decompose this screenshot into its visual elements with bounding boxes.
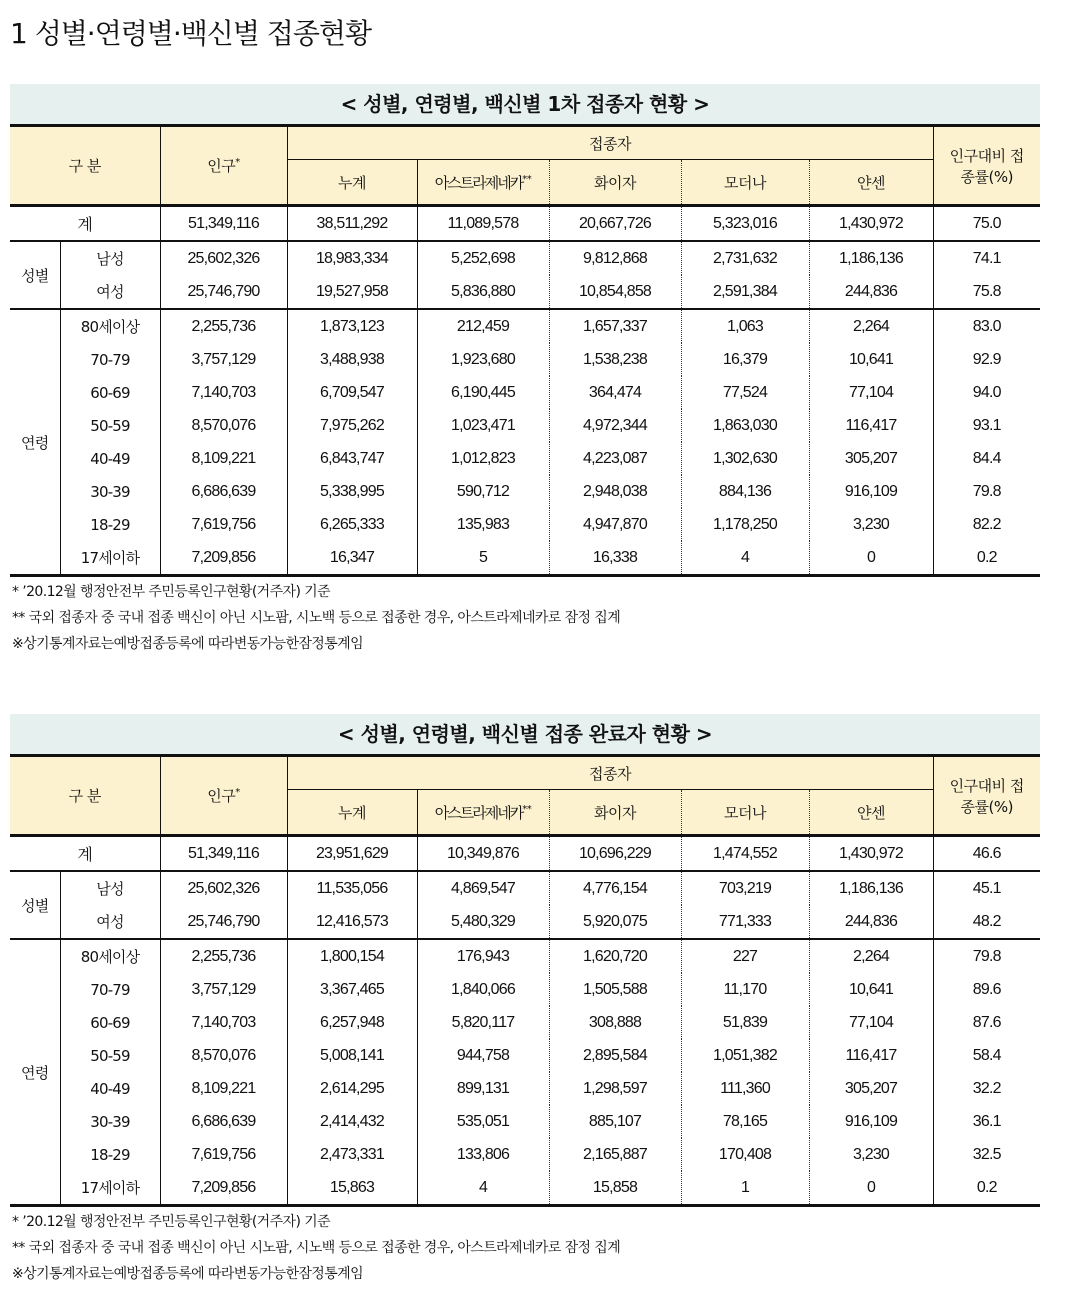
total-row — [10, 836, 1040, 872]
cell: 83.0 — [933, 309, 1040, 343]
cell: 5,920,075 — [549, 905, 681, 939]
row-label: 17세이하 — [60, 541, 160, 576]
cell: 23,951,629 — [287, 836, 417, 872]
cell: 1,505,588 — [549, 973, 681, 1006]
vaccination-table — [10, 754, 1040, 1207]
header-moderna: 모더나 — [681, 160, 809, 206]
cell: 116,417 — [809, 409, 933, 442]
age-row — [10, 939, 1040, 973]
header-rate — [933, 756, 1040, 836]
header-vaccinated-text: 접종자 — [589, 764, 631, 783]
cell: 244,836 — [809, 275, 933, 309]
row-label: 17세이하 — [60, 1171, 160, 1206]
full-dose-section — [10, 714, 1040, 1287]
cell: 4,972,344 — [549, 409, 681, 442]
header-vaccinated — [287, 756, 933, 790]
row-label: 30-39 — [60, 1105, 160, 1138]
cell: 7,140,703 — [160, 376, 287, 409]
cell: 364,474 — [549, 376, 681, 409]
cell: 4,869,547 — [417, 871, 549, 905]
row-label: 50-59 — [60, 409, 160, 442]
cell: 3,757,129 — [160, 343, 287, 376]
row-label: 80세이상 — [60, 309, 160, 343]
total-label: 계 — [10, 206, 160, 242]
cell: 82.2 — [972, 515, 1001, 533]
cell: 1,474,552 — [681, 836, 809, 872]
cell: 111,360 — [681, 1072, 809, 1105]
cell: 2,255,736 — [160, 939, 287, 973]
sex-row — [10, 241, 1040, 275]
cell: 133,806 — [417, 1138, 549, 1171]
header-moderna: 모더나 — [681, 790, 809, 836]
cell: 45.1 — [933, 871, 1040, 905]
header-astrazeneca — [417, 790, 549, 836]
cell: 5,836,880 — [417, 275, 549, 309]
table-title — [10, 84, 1040, 124]
cell: 32.2 — [972, 1079, 1001, 1097]
cell: 212,459 — [417, 309, 549, 343]
total-row — [10, 206, 1040, 242]
cell: 305,207 — [809, 1072, 933, 1105]
header-population — [160, 756, 287, 836]
cell: 1,800,154 — [287, 939, 417, 973]
cell: 6,265,333 — [287, 508, 417, 541]
cell: 308,888 — [549, 1006, 681, 1039]
cell: 4,776,154 — [549, 871, 681, 905]
cell: 227 — [681, 939, 809, 973]
cell: 7,975,262 — [287, 409, 417, 442]
age-row — [10, 508, 1040, 541]
header-vaccinated — [287, 126, 933, 160]
cell: 590,712 — [417, 475, 549, 508]
header-cumulative: 누계 — [287, 160, 417, 206]
row-label: 40-49 — [60, 442, 160, 475]
cell: 916,109 — [809, 475, 933, 508]
first-dose-section — [10, 84, 1040, 657]
header-janssen: 얀센 — [809, 160, 933, 206]
cell: 20,667,726 — [549, 206, 681, 242]
cell: 899,131 — [417, 1072, 549, 1105]
header-pfizer: 화이자 — [549, 790, 681, 836]
table-body — [10, 836, 1040, 1206]
age-row — [10, 1006, 1040, 1039]
header-category-text: 구 분 — [68, 787, 101, 805]
row-label: 60-69 — [60, 376, 160, 409]
header-pfizer: 화이자 — [549, 160, 681, 206]
cell: 7,619,756 — [160, 1138, 287, 1171]
cell: 5,008,141 — [287, 1039, 417, 1072]
cell: 3,230 — [809, 508, 933, 541]
cell: 0 — [809, 1171, 933, 1206]
cell: 7,209,856 — [160, 541, 287, 576]
cell: 79.8 — [933, 939, 1040, 973]
cell: 4 — [417, 1171, 549, 1206]
cell: 6,686,639 — [160, 475, 287, 508]
page-title: 1 성별·연령별·백신별 접종현황 — [10, 17, 371, 50]
cell: 2,895,584 — [549, 1039, 681, 1072]
cell: 1,840,066 — [417, 973, 549, 1006]
footnote-astrazeneca: ** 국외 접종자 중 국내 접종 백신이 아닌 시노팜, 시노백 등으로 접종한 경우, 아스트라제네카로 잠정 집계 — [12, 1240, 621, 1256]
cell: 1,620,720 — [549, 939, 681, 973]
cell: 25,602,326 — [160, 871, 287, 905]
cell: 1,051,382 — [681, 1039, 809, 1072]
table-title-text: < 성별, 연령별, 백신별 접종 완료자 현황 > — [337, 722, 713, 746]
cell: 94.0 — [972, 383, 1001, 401]
cell: 885,107 — [549, 1105, 681, 1138]
cell: 2,165,887 — [549, 1138, 681, 1171]
row-label: 남성 — [60, 871, 160, 905]
age-row — [10, 1072, 1040, 1105]
cell: 16,338 — [549, 541, 681, 576]
age-row — [10, 541, 1040, 576]
cell: 58.4 — [972, 1046, 1001, 1064]
row-label: 남성 — [60, 241, 160, 275]
cell: 2,731,632 — [681, 241, 809, 275]
age-row — [10, 973, 1040, 1006]
total-label: 계 — [10, 836, 160, 872]
cell: 116,417 — [809, 1039, 933, 1072]
age-row — [10, 343, 1040, 376]
cell: 10,349,876 — [417, 836, 549, 872]
header-rate — [933, 126, 1040, 206]
age-row — [10, 1039, 1040, 1072]
cell: 244,836 — [809, 905, 933, 939]
cell: 1,186,136 — [809, 241, 933, 275]
sex-group-label: 성별 — [10, 871, 60, 939]
cell: 25,602,326 — [160, 241, 287, 275]
footnote-population: * ’20.12월 행정안전부 주민등록인구현황(거주자) 기준 — [12, 1214, 331, 1230]
cell: 46.6 — [933, 836, 1040, 872]
cell: 884,136 — [681, 475, 809, 508]
cell: 3,230 — [809, 1138, 933, 1171]
cell: 15,863 — [287, 1171, 417, 1206]
cell: 2,264 — [809, 309, 933, 343]
cell: 1,873,123 — [287, 309, 417, 343]
table-body — [10, 206, 1040, 576]
header-janssen: 얀센 — [809, 790, 933, 836]
cell: 5 — [417, 541, 549, 576]
cell: 1 — [681, 1171, 809, 1206]
cell: 1,063 — [681, 309, 809, 343]
cell: 4,223,087 — [549, 442, 681, 475]
cell: 1,178,250 — [681, 508, 809, 541]
age-row — [10, 475, 1040, 508]
footnotes — [10, 1209, 1040, 1287]
cell: 703,219 — [681, 871, 809, 905]
row-label: 70-79 — [60, 343, 160, 376]
age-row — [10, 309, 1040, 343]
cell: 6,709,547 — [287, 376, 417, 409]
sex-row — [10, 275, 1040, 309]
row-label: 여성 — [60, 275, 160, 309]
header-rate-line1: 인구대비 접 — [949, 146, 1024, 165]
population-footnote-mark: * — [235, 157, 240, 168]
age-row — [10, 442, 1040, 475]
sex-row — [10, 905, 1040, 939]
cell: 51,839 — [681, 1006, 809, 1039]
astrazeneca-footnote-mark: ** — [522, 173, 532, 185]
header-category — [10, 756, 160, 836]
cell: 10,696,229 — [549, 836, 681, 872]
cell: 1,302,630 — [681, 442, 809, 475]
cell: 1,023,471 — [417, 409, 549, 442]
cell: 19,527,958 — [287, 275, 417, 309]
cell: 8,570,076 — [160, 409, 287, 442]
cell: 5,820,117 — [417, 1006, 549, 1039]
cell: 4,947,870 — [549, 508, 681, 541]
cell: 2,255,736 — [160, 309, 287, 343]
header-cumulative: 누계 — [287, 790, 417, 836]
cell: 7,619,756 — [160, 508, 287, 541]
cell: 1,298,597 — [549, 1072, 681, 1105]
cell: 75.8 — [972, 282, 1001, 300]
header-astrazeneca — [417, 160, 549, 206]
cell: 16,379 — [681, 343, 809, 376]
cell: 1,430,972 — [809, 836, 933, 872]
cell: 74.1 — [933, 241, 1040, 275]
cell: 305,207 — [809, 442, 933, 475]
cell: 2,473,331 — [287, 1138, 417, 1171]
cell: 16,347 — [287, 541, 417, 576]
footnote-population: * ’20.12월 행정안전부 주민등록인구현황(거주자) 기준 — [12, 584, 331, 600]
cell: 84.4 — [972, 449, 1001, 467]
header-rate-line1: 인구대비 접 — [949, 776, 1024, 795]
cell: 10,641 — [809, 343, 933, 376]
sex-group-label: 성별 — [10, 241, 60, 309]
header-category — [10, 126, 160, 206]
cell: 2,614,295 — [287, 1072, 417, 1105]
cell: 2,948,038 — [549, 475, 681, 508]
header-astrazeneca-text: 아스트라제네카 — [434, 803, 523, 822]
age-row — [10, 1138, 1040, 1171]
cell: 5,480,329 — [417, 905, 549, 939]
row-label: 70-79 — [60, 973, 160, 1006]
cell: 5,252,698 — [417, 241, 549, 275]
cell: 11,170 — [681, 973, 809, 1006]
vaccination-table — [10, 124, 1040, 577]
cell: 7,209,856 — [160, 1171, 287, 1206]
age-group-label: 연령 — [10, 939, 60, 1206]
cell: 12,416,573 — [287, 905, 417, 939]
cell: 2,264 — [809, 939, 933, 973]
age-group-label: 연령 — [10, 309, 60, 576]
table-title-text: < 성별, 연령별, 백신별 1차 접종자 현황 > — [340, 92, 710, 116]
row-label: 18-29 — [60, 508, 160, 541]
cell: 2,591,384 — [681, 275, 809, 309]
footnote-provisional: ※상기통계자료는예방접종등록에 따라변동가능한잠정통계임 — [12, 1266, 364, 1282]
cell: 77,104 — [809, 1006, 933, 1039]
cell: 0.2 — [933, 1171, 1040, 1206]
cell: 9,812,868 — [549, 241, 681, 275]
cell: 25,746,790 — [160, 275, 287, 309]
cell: 1,657,337 — [549, 309, 681, 343]
cell: 1,538,238 — [549, 343, 681, 376]
cell: 51,349,116 — [160, 836, 287, 872]
cell: 77,104 — [809, 376, 933, 409]
cell: 92.9 — [972, 350, 1001, 368]
cell: 0.2 — [933, 541, 1040, 576]
age-row — [10, 1171, 1040, 1206]
population-footnote-mark: * — [235, 787, 240, 798]
header-vaccinated-text: 접종자 — [589, 134, 631, 153]
cell: 0 — [809, 541, 933, 576]
cell: 1,012,823 — [417, 442, 549, 475]
cell: 10,641 — [809, 973, 933, 1006]
cell: 8,109,221 — [160, 442, 287, 475]
header-population — [160, 126, 287, 206]
row-label: 40-49 — [60, 1072, 160, 1105]
row-label: 80세이상 — [60, 939, 160, 973]
cell: 89.6 — [972, 980, 1001, 998]
row-label: 50-59 — [60, 1039, 160, 1072]
footnote-provisional: ※상기통계자료는예방접종등록에 따라변동가능한잠정통계임 — [12, 636, 364, 652]
table-title — [10, 714, 1040, 754]
cell: 8,109,221 — [160, 1072, 287, 1105]
cell: 2,414,432 — [287, 1105, 417, 1138]
cell: 11,535,056 — [287, 871, 417, 905]
cell: 535,051 — [417, 1105, 549, 1138]
header-astrazeneca-text: 아스트라제네카 — [434, 173, 523, 192]
cell: 18,983,334 — [287, 241, 417, 275]
cell: 3,488,938 — [287, 343, 417, 376]
header-category-text: 구 분 — [68, 157, 101, 175]
cell: 38,511,292 — [287, 206, 417, 242]
cell: 75.0 — [933, 206, 1040, 242]
cell: 135,983 — [417, 508, 549, 541]
cell: 1,923,680 — [417, 343, 549, 376]
cell: 5,338,995 — [287, 475, 417, 508]
age-row — [10, 376, 1040, 409]
cell: 77,524 — [681, 376, 809, 409]
cell: 8,570,076 — [160, 1039, 287, 1072]
cell: 6,257,948 — [287, 1006, 417, 1039]
astrazeneca-footnote-mark: ** — [522, 803, 532, 815]
cell: 36.1 — [972, 1112, 1001, 1130]
age-row — [10, 409, 1040, 442]
footnote-astrazeneca: ** 국외 접종자 중 국내 접종 백신이 아닌 시노팜, 시노백 등으로 접종한 경우, 아스트라제네카로 잠정 집계 — [12, 610, 621, 626]
cell: 87.6 — [972, 1013, 1001, 1031]
cell: 944,758 — [417, 1039, 549, 1072]
cell: 48.2 — [972, 912, 1001, 930]
cell: 3,757,129 — [160, 973, 287, 1006]
row-label: 18-29 — [60, 1138, 160, 1171]
header-population-text: 인구 — [207, 157, 236, 175]
cell: 15,858 — [549, 1171, 681, 1206]
row-label: 여성 — [60, 905, 160, 939]
cell: 79.8 — [972, 482, 1001, 500]
cell: 25,746,790 — [160, 905, 287, 939]
cell: 3,367,465 — [287, 973, 417, 1006]
cell: 170,408 — [681, 1138, 809, 1171]
cell: 176,943 — [417, 939, 549, 973]
cell: 11,089,578 — [417, 206, 549, 242]
header-rate-line2: 종률(%) — [960, 797, 1013, 816]
age-row — [10, 1105, 1040, 1138]
cell: 32.5 — [972, 1145, 1001, 1163]
cell: 6,843,747 — [287, 442, 417, 475]
cell: 10,854,858 — [549, 275, 681, 309]
cell: 771,333 — [681, 905, 809, 939]
footnotes — [10, 579, 1040, 657]
cell: 1,863,030 — [681, 409, 809, 442]
cell: 4 — [681, 541, 809, 576]
cell: 6,686,639 — [160, 1105, 287, 1138]
sex-row — [10, 871, 1040, 905]
cell: 1,186,136 — [809, 871, 933, 905]
cell: 51,349,116 — [160, 206, 287, 242]
header-population-text: 인구 — [207, 787, 236, 805]
cell: 78,165 — [681, 1105, 809, 1138]
cell: 7,140,703 — [160, 1006, 287, 1039]
cell: 1,430,972 — [809, 206, 933, 242]
cell: 5,323,016 — [681, 206, 809, 242]
cell: 916,109 — [809, 1105, 933, 1138]
row-label: 60-69 — [60, 1006, 160, 1039]
cell: 93.1 — [972, 416, 1001, 434]
cell: 6,190,445 — [417, 376, 549, 409]
row-label: 30-39 — [60, 475, 160, 508]
header-rate-line2: 종률(%) — [960, 167, 1013, 186]
